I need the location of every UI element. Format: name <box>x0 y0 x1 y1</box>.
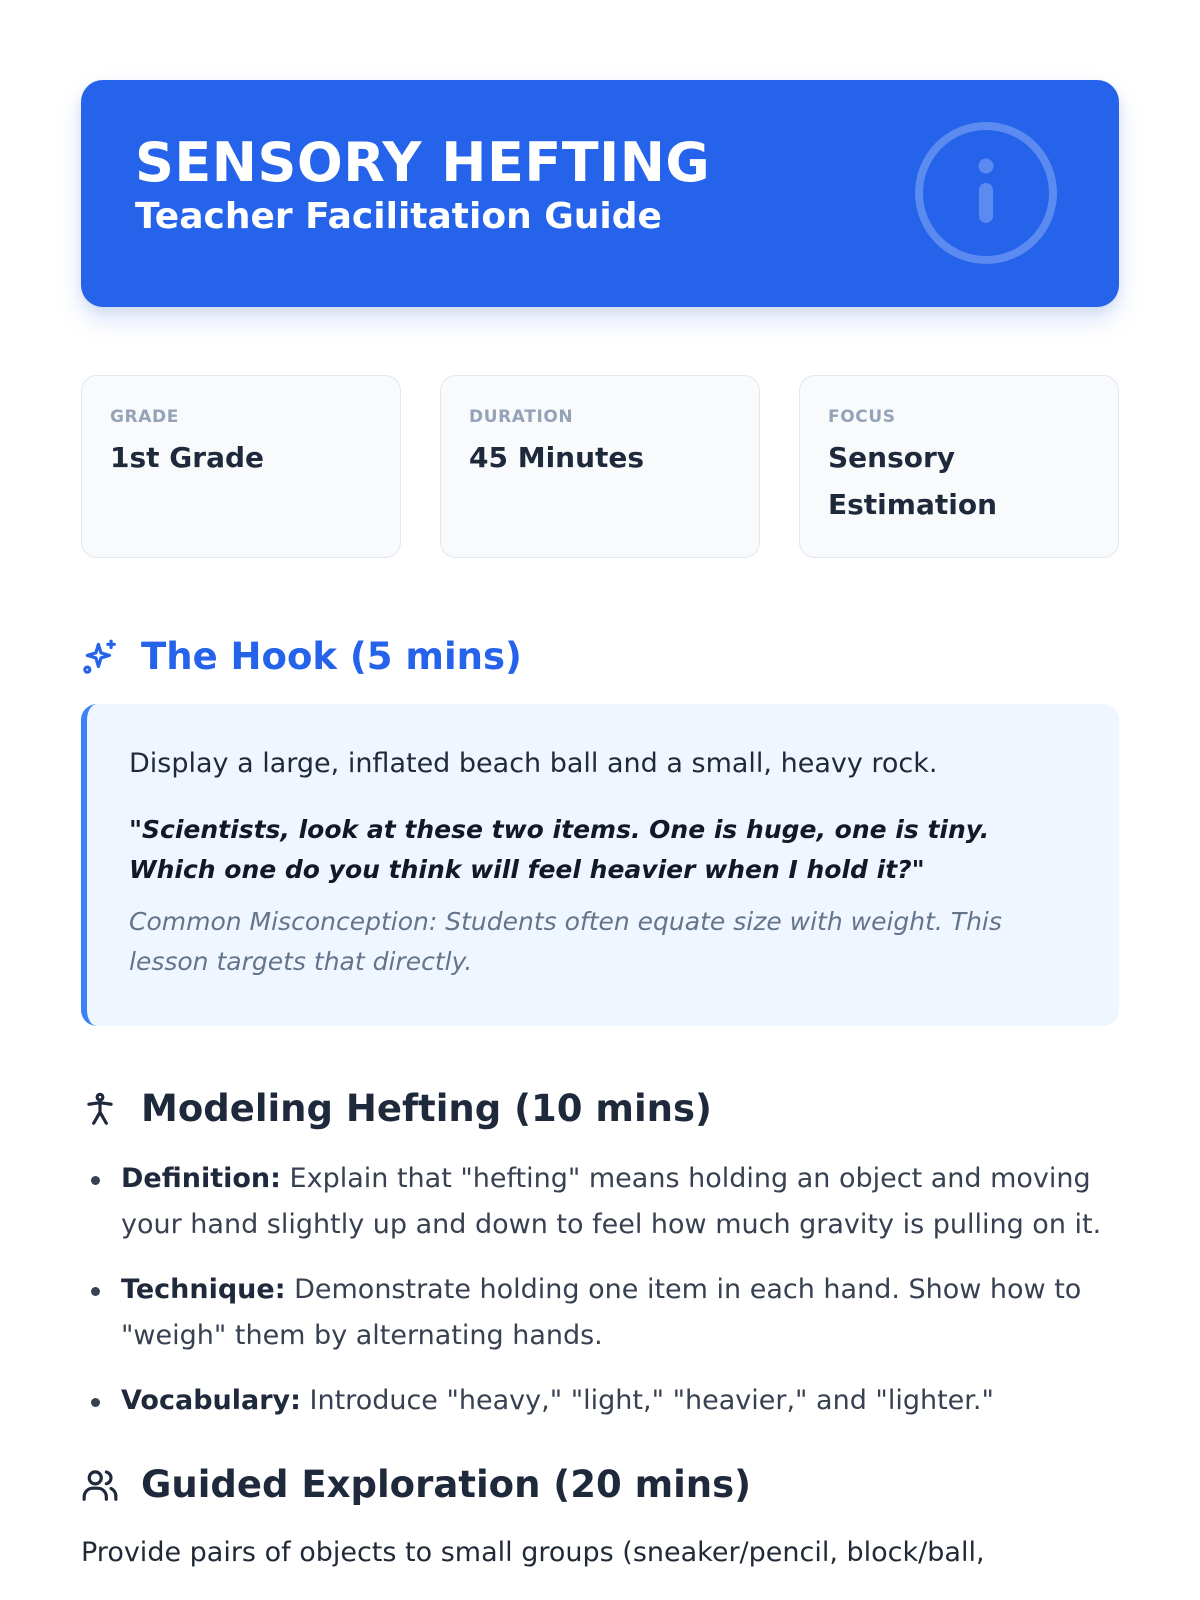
meta-label: FOCUS <box>828 407 896 427</box>
list-item-text: Demonstrate holding one item in each hand. Show how to "weigh" them by alternating hands. <box>121 1274 1082 1351</box>
meta-value: Sensory Estimation <box>828 441 997 521</box>
header-banner <box>81 80 1119 307</box>
hook-note: Common Misconception: Students often equate size with weight. This lesson targets that directly. <box>129 907 1002 976</box>
page-title: SENSORY HEFTING <box>135 131 711 194</box>
meta-cards <box>81 375 1119 558</box>
meta-value: 1st Grade <box>110 441 264 474</box>
meta-card-focus <box>799 375 1119 558</box>
list-item-text: Explain that "hefting" means holding an object and moving your hand slightly up and down to feel how much gravity is pulling on it. <box>121 1163 1102 1240</box>
guided-text: Provide pairs of objects to small groups (sneaker/pencil, block/ball, <box>81 1537 985 1568</box>
list-item <box>81 1267 1119 1359</box>
section-title: The Hook (5 mins) <box>141 635 522 678</box>
meta-label: GRADE <box>110 407 179 427</box>
section-hook-heading <box>81 632 1119 682</box>
list-item-term: Definition: <box>121 1163 281 1194</box>
list-item-term: Vocabulary: <box>121 1385 301 1416</box>
section-title: Guided Exploration (20 mins) <box>141 1463 752 1506</box>
users-icon <box>81 1466 119 1504</box>
meta-card-grade <box>81 375 401 558</box>
page-subtitle: Teacher Facilitation Guide <box>135 196 662 237</box>
meta-card-duration <box>440 375 760 558</box>
section-title: Modeling Hefting (10 mins) <box>141 1087 712 1130</box>
meta-value: 45 Minutes <box>469 441 645 474</box>
hook-callout <box>81 704 1119 1026</box>
list-item <box>81 1156 1119 1248</box>
modeling-list <box>81 1156 1119 1424</box>
section-guided-heading <box>81 1460 1119 1510</box>
list-item-text: Introduce "heavy," "light," "heavier," and "lighter." <box>300 1385 994 1416</box>
list-item-term: Technique: <box>121 1274 286 1305</box>
meta-label: DURATION <box>469 407 574 427</box>
list-item <box>81 1378 1119 1424</box>
info-icon <box>913 120 1059 266</box>
sparkles-icon <box>81 638 119 676</box>
hook-text: Display a large, inflated beach ball and a small, heavy rock. <box>129 748 938 779</box>
hook-quote: "Scientists, look at these two items. One is huge, one is tiny. Which one do you think will feel heavier when I hold it?" <box>129 815 990 884</box>
section-modeling-heading <box>81 1084 1119 1134</box>
person-icon <box>81 1090 119 1128</box>
